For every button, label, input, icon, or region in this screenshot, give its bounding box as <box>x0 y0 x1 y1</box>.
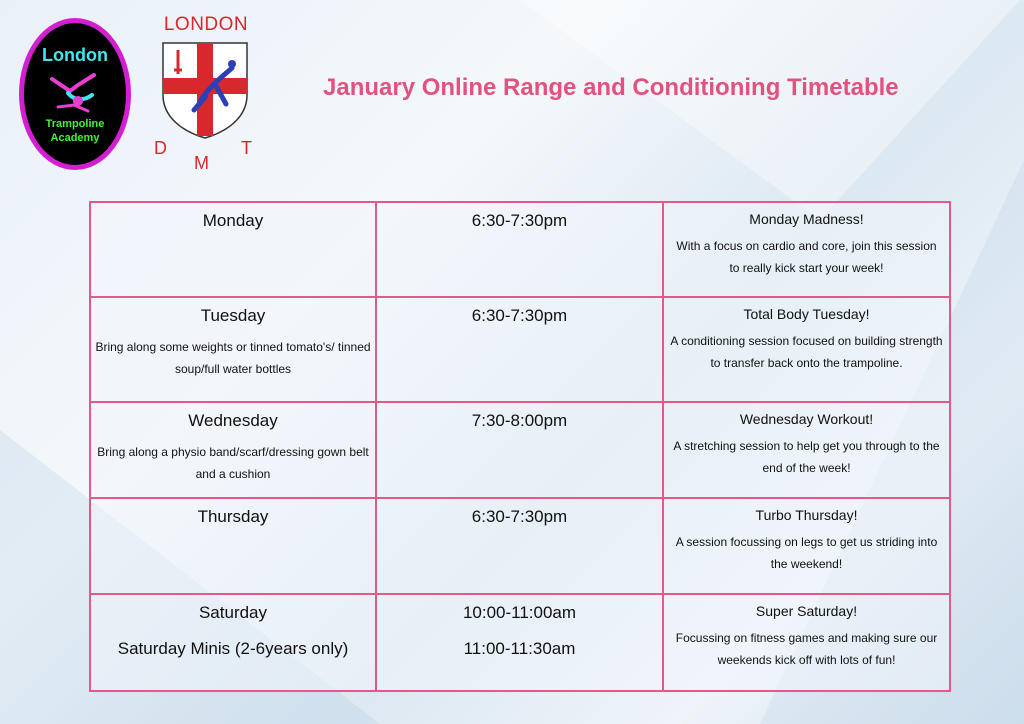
day-name: Tuesday <box>200 306 266 325</box>
session-description: A stretching session to help get you through to the end of the week! <box>673 439 940 475</box>
session-cell <box>663 202 950 297</box>
table-row <box>90 402 950 498</box>
session-time-secondary: 11:00-11:30am <box>463 639 576 658</box>
time-cell <box>376 498 663 594</box>
session-time: 7:30-8:00pm <box>471 411 568 430</box>
table-row <box>90 594 950 691</box>
session-time: 6:30-7:30pm <box>471 306 568 325</box>
day-cell <box>90 297 376 402</box>
london-dmt-logo <box>156 14 256 174</box>
day-cell <box>90 202 376 297</box>
session-cell <box>663 498 950 594</box>
session-cell <box>663 297 950 402</box>
session-time: 6:30-7:30pm <box>471 211 568 230</box>
dmt-letter-d: D <box>154 138 167 158</box>
day-name: Thursday <box>197 507 269 526</box>
day-cell <box>90 498 376 594</box>
session-title: Super Saturday! <box>755 603 858 619</box>
equipment-note: Bring along a physio band/scarf/dressing gown belt and a cushion <box>97 445 369 481</box>
academy-logo-title: London <box>42 45 108 65</box>
academy-logo <box>19 18 131 170</box>
time-cell <box>376 402 663 498</box>
dmt-letter-m: M <box>194 153 209 173</box>
time-cell <box>376 202 663 297</box>
session-cell <box>663 402 950 498</box>
session-title: Monday Madness! <box>749 211 864 227</box>
day-name-secondary: Saturday Minis (2-6years only) <box>117 639 349 658</box>
day-name: Wednesday <box>188 411 278 430</box>
shield-icon <box>160 40 250 140</box>
page-title: January Online Range and Conditioning Timetable <box>323 74 899 101</box>
session-time: 10:00-11:00am <box>462 603 577 622</box>
table-row <box>90 202 950 297</box>
table-row <box>90 498 950 594</box>
equipment-note: Bring along some weights or tinned tomato's/ tinned soup/full water bottles <box>95 340 371 376</box>
session-title: Turbo Thursday! <box>755 507 858 523</box>
session-title: Wednesday Workout! <box>739 411 874 427</box>
dmt-letter-t: T <box>241 138 252 158</box>
time-cell <box>376 594 663 691</box>
session-title: Total Body Tuesday! <box>743 306 870 322</box>
day-cell <box>90 402 376 498</box>
academy-logo-line2: Academy <box>50 132 100 144</box>
session-description: Focussing on fitness games and making sure our weekends kick off with lots of fun! <box>675 631 938 667</box>
day-name: Monday <box>202 211 264 230</box>
dmt-logo-title: LONDON <box>163 14 249 35</box>
time-cell <box>376 297 663 402</box>
trampolinist-icon <box>48 71 104 115</box>
session-description: A conditioning session focused on building strength to transfer back onto the trampoline. <box>670 334 943 370</box>
session-description: A session focussing on legs to get us striding into the weekend! <box>675 535 938 571</box>
session-description: With a focus on cardio and core, join this session to really kick start your week! <box>676 239 937 275</box>
table-row <box>90 297 950 402</box>
day-name: Saturday <box>198 603 268 622</box>
academy-logo-subtitle <box>24 117 126 145</box>
day-cell <box>90 594 376 691</box>
academy-logo-line1: Trampoline <box>45 118 105 130</box>
session-cell <box>663 594 950 691</box>
timetable <box>89 201 951 692</box>
session-time: 6:30-7:30pm <box>471 507 568 526</box>
